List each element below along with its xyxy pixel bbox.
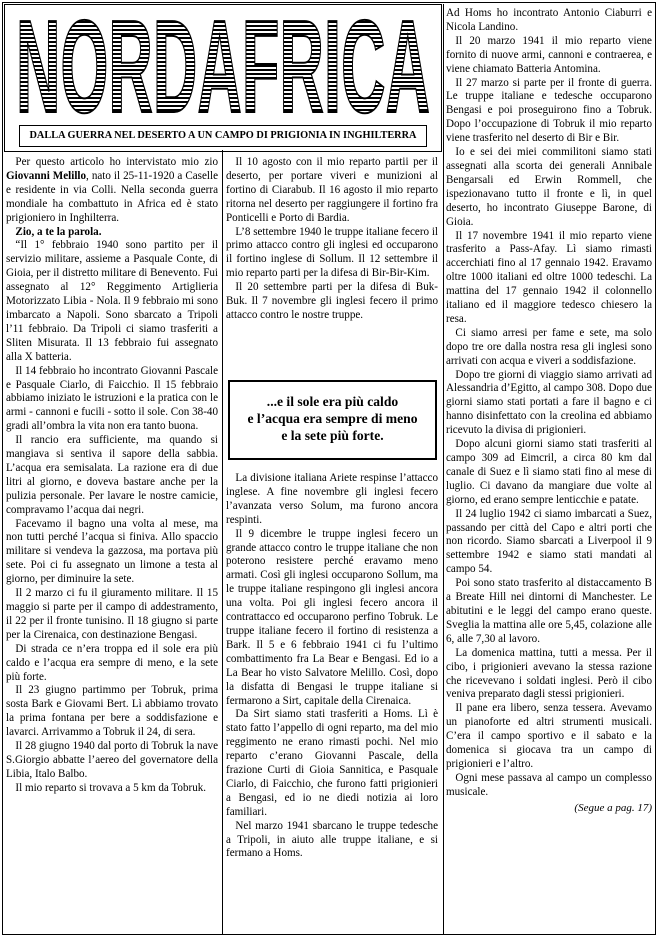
- paragraph: Il 27 marzo si parte per il fronte di guerra. Le truppe italiane e tedesche occuparono Bengasi e poi proseguirono fino a Tobruk. Dopo l’occupazione di Tobruk il mio reparto viene trasferito nel deserto di Bir e Bir.: [446, 76, 652, 145]
- paragraph: Il 24 luglio 1942 ci siamo imbarcati a Suez, passando per città del Capo e altri porti che non ricordo. Siamo sbarcati a Liverpool il 9 settembre 1942 e siamo stati mandati al campo 54.: [446, 507, 652, 576]
- paragraph: La divisione italiana Ariete respinse l’attacco inglese. A fine novembre gli inglesi fecero l’avanzata verso Solum, ma furono ancora respinti.: [226, 472, 438, 526]
- paragraph: Ci siamo arresi per fame e sete, ma solo dopo tre ore dalla nostra resa gli inglesi sono arrivati con acqua e viveri a soddisfazione.: [446, 326, 652, 367]
- column-1: [6, 156, 218, 796]
- paragraph: Da Sirt siamo stati trasferiti a Homs. Lì è stato fatto l’appello di ogni reparto, ma del mio reggimento ne erano rimasti pochi. Nel mio reparto c’erano Giovanni Pascale, della frazione Curti di Gioia Sannitica, e Pasquale Ciarlo, di Faicchio, che furono fatti prigionieri a Bengasi, ed io ne diedi notizia ai loro familiari.: [226, 708, 438, 818]
- paragraph: Di strada ce n’era troppa ed il sole era più caldo e l’acqua era sempre di meno, e la sete più forte.: [6, 642, 218, 683]
- subtitle-banner: DALLA GUERRA NEL DESERTO A UN CAMPO DI PRIGIONIA IN INGHILTERRA: [19, 125, 427, 147]
- paragraph: Il 20 marzo 1941 il mio reparto viene fornito di nuove armi, cannoni e contraerea, e viene chiamato Batteria Antomina.: [446, 34, 652, 75]
- paragraph: Io e sei dei miei commilitoni siamo stati assegnati alla scorta dei generali Annibale Bengarsali ed Erwin Rommell, che ispezionavano tutto il fronte e lì, in quel deserto, ho incontrato Giuseppe Barone, di Gioia.: [446, 146, 652, 228]
- column-2-top: [226, 156, 438, 323]
- column-divider: [222, 150, 223, 934]
- paragraph: Il 20 settembre parti per la difesa di Buk-Buk. Il 7 novembre gli inglesi fecero il primo attacco contro le nostre truppe.: [226, 281, 438, 321]
- paragraph: Dopo tre giorni di viaggio siamo arrivati ad Alessandria d’Egitto, al campo 308. Dopo due giorni siamo stati portati a fare il bagno e ci hanno disinfettato con la creolina ed abbiamo ricevuto la divisa di prigionieri.: [446, 368, 652, 437]
- paragraph: L’8 settembre 1940 le truppe italiane fecero il primo attacco contro gli inglesi ed occuparono il fortino inglese di Sollum. Il 12 settembre il mio reparto parti per la difesa di Bir-Bir-Kim.: [226, 225, 439, 280]
- paragraph: Il pane era libero, senza tessera. Avevamo un pianoforte ed altri strumenti musicali. C’era il campo sportivo e il sabato e la domenica si giocava tra un campo di prigionieri e l’altro.: [446, 702, 652, 770]
- column-divider: [443, 4, 444, 934]
- svg-text:NORDAFRICA: NORDAFRICA: [16, 9, 430, 121]
- paragraph: Ad Homs ho incontrato Antonio Ciaburri e Nicola Landino.: [446, 7, 652, 33]
- paragraph: Il 9 dicembre le truppe inglesi fecero un grande attacco contro le truppe italiane che non poterono resistere perché eravamo meno armati. Così gli inglesi occuparono Sollum, ma le truppe italiane respingono gli inglesi ancora una volta. Poi gli inglesi fecero ancora il contrattacco ed occuparono perfino Tobruk. Le truppe italiane fecero il fortino di resistenza a Bark. Il 5 e 6 febbraio 1941 ci fu l’ultimo combattimento fra La Bear e Bengasi. Ed io a La Bear ho visto Salvatore Melillo. Così, dopo la disfatta di Bengasi le truppe italiane si fermarono a Sirt, capitale della Cirenaica.: [226, 527, 438, 707]
- paragraph: Dopo alcuni giorni siamo stati trasferiti al campo 309 ad Eimcril, a circa 80 km dal canale di Suez e lì siamo stati fino al mese di luglio. Ci davano da mangiare due volte al giorno, ed erano sempre lenticchie e patate.: [446, 438, 652, 506]
- paragraph: Il 2 marzo ci fu il giuramento militare. Il 15 maggio si parte per il campo di addestramento, il 22 per il fronte tunisino. Il 18 giugno si parte per la Cirenaica, con destinazione Bengasi.: [6, 587, 218, 641]
- continued-on-page-note: (Segue a pag. 17): [574, 801, 652, 814]
- paragraph: Il 23 giugno partimmo per Tobruk, prima sosta Bark e Giovami Bert. Lì abbiamo trovato la prima fontana per bere a soddisfazione e lavarci. Arrivammo a Tobruk il 24, di sera.: [6, 684, 218, 739]
- section-heading: Zio, a te la parola.: [15, 225, 102, 238]
- pull-quote-line: ...e il sole era più caldo: [266, 394, 399, 409]
- paragraph: Il 14 febbraio ho incontrato Giovanni Pascale e Pasquale Ciarlo, di Faicchio. Il 15 febbraio abbiamo iniziato le istruzioni e la pratica con le armi - cannoni e fucili - sotto il sole. Con 38-40 gradi all’ombra la vita non era tanto buona.: [6, 364, 218, 433]
- paragraph: Il mio reparto si trovava a 5 km da Tobruk.: [15, 781, 207, 794]
- masthead-title: [13, 9, 433, 121]
- intro-paragraph: Per questo articolo ho intervistato mio zio Giovanni Melillo, nato il 25-11-1920 a Caselle e residente in via Colli. Nella seconda guerra mondiale ha combattuto in Africa ed è stato prigioniero in Inghilterra.: [6, 156, 218, 224]
- paragraph: Il 17 novembre 1941 il mio reparto viene trasferito a Pass-Afay. Lì siamo rimasti accerchiati fino al 17 gennaio 1942. Eravamo oltre 1000 italiani ed oltre 1000 tedeschi. La mattina del 17 gennaio 1942 il colonnello italiano ed il maggiore tedesco chiesero la resa.: [446, 229, 652, 325]
- paragraph: Nel marzo 1941 sbarcano le truppe tedesche a Tripoli, in aiuto alle truppe italiane, e si fermano a Homs.: [226, 819, 438, 860]
- paragraph: “Il 1° febbraio 1940 sono partito per il servizio militare, assieme a Pasquale Conte, di Gioia, per il distretto militare di Benevento. Fui assegnato al 12° Reggimento Artiglieria Motorizzato Libia - Nola. Il 9 febbraio mi sono imbarcato a Napoli. Sono sbarcato a Tripoli l’11 febbraio. Da Tripoli ci siamo trasferiti a Sliten Misurata. Il 13 febbraio fui assegnato alla X batteria.: [6, 239, 218, 363]
- paragraph: Il 10 agosto con il mio reparto partii per il deserto, per portare viveri e munizioni al fortino di Ciarabub. Il 16 agosto il mio reparto ritorna nel deserto per raggiungere il fortino fra Ponticelli e Porto di Bardia.: [226, 156, 438, 224]
- pull-quote-line: e l’acqua era sempre di meno: [247, 411, 418, 426]
- paragraph: Il rancio era sufficiente, ma quando si mangiava si sentiva il sapore della sabbia. L’acqua era semisalata. La razione era di due litri al giorno, e doveva bastare anche per la pulizia personale. Per lavare le nostre camicie, compravamo l’acqua dai negri.: [6, 434, 218, 516]
- paragraph: Facevamo il bagno una volta al mese, ma non tutti perché l’acqua si finiva. Allo spaccio militare si vendeva la gazzosa, ma portava più sete. Poi ci fu assegnato un limone a testa al giorno, per diminuire la sete.: [6, 517, 218, 586]
- masthead: [4, 4, 442, 152]
- column-2-bottom: [226, 472, 438, 861]
- interviewee-name: Giovanni Melillo: [6, 169, 87, 182]
- pull-quote: [228, 380, 437, 460]
- pull-quote-line: e la sete più forte.: [281, 428, 384, 443]
- paragraph: Il 28 giugno 1940 dal porto di Tobruk la nave S.Giorgio abbatte l’aereo del governatore della Libia, Italo Balbo.: [6, 740, 218, 780]
- paragraph: La domenica mattina, tutti a messa. Per il cibo, i prigionieri avevano la stessa razione che ricevevano i soldati inglesi. Però il cibo veniva preparato dagli stessi prigionieri.: [446, 646, 652, 701]
- column-3: [446, 7, 652, 816]
- paragraph: Poi sono stato trasferito al distaccamento B a Breate Hill nei dintorni di Manchester. Le abitutini e le leggi del campo erano queste. Sveglia la mattina alle ore 5,45, colazione alle 6, alle 7,30 al lavoro.: [446, 577, 652, 645]
- paragraph: Ogni mese passava al campo un complesso musicale.: [446, 771, 652, 798]
